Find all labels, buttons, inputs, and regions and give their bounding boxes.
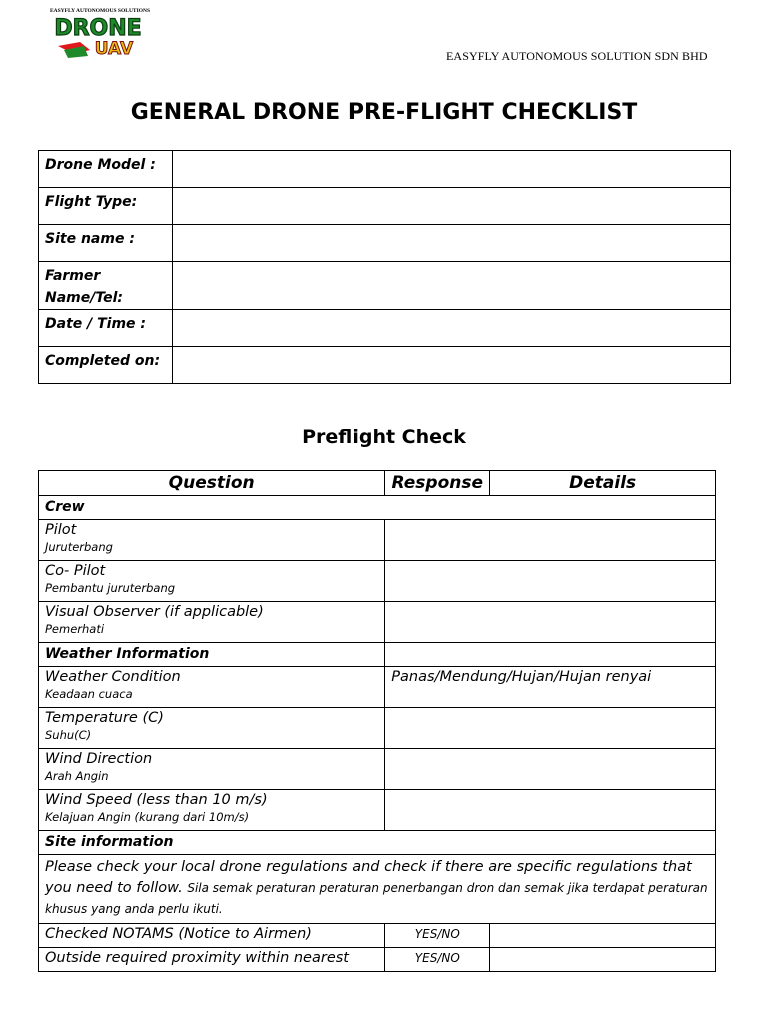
- question-pilot: Pilot Juruterbang: [39, 520, 385, 561]
- table-row: [39, 520, 716, 561]
- response-wind-direction[interactable]: [385, 749, 716, 790]
- company-logo: [50, 6, 150, 60]
- section-weather-blank: [385, 643, 716, 667]
- header-question: Question: [39, 471, 385, 496]
- section-row-site: [39, 831, 716, 855]
- table-row: [39, 749, 716, 790]
- info-label-flight-type: Flight Type:: [39, 188, 173, 225]
- details-notams[interactable]: [490, 924, 716, 948]
- table-row: [39, 948, 716, 972]
- response-notams[interactable]: YES/NO: [385, 924, 490, 948]
- logo-top-text: EASYFLY AUTONOMOUS SOLUTIONS: [50, 8, 150, 14]
- info-field-completed-on[interactable]: [173, 347, 731, 384]
- section-weather: Weather Information: [39, 643, 385, 667]
- header-details: Details: [490, 471, 716, 496]
- site-note: [39, 855, 716, 924]
- question-wind-speed: Wind Speed (less than 10 m/s) Kelajuan Angin (kurang dari 10m/s): [39, 790, 385, 831]
- logo-sub-text: UAV: [94, 39, 134, 59]
- section-row-crew: [39, 496, 716, 520]
- table-row: [39, 924, 716, 948]
- question-weather-condition: Weather Condition Keadaan cuaca: [39, 667, 385, 708]
- question-wind-direction: Wind Direction Arah Angin: [39, 749, 385, 790]
- info-label-farmer: Farmer Name/Tel:: [39, 262, 173, 310]
- question-temperature: Temperature (C) Suhu(C): [39, 708, 385, 749]
- response-proximity[interactable]: YES/NO: [385, 948, 490, 972]
- site-note-ms: Sila semak peraturan peraturan penerbangan dron dan semak jika terdapat peraturan khusus yang anda perlu ikuti.: [45, 881, 708, 916]
- site-note-en: Please check your local drone regulations and check if there are specific regulations that you need to follow.: [45, 859, 692, 896]
- flight-info-table: [38, 150, 731, 384]
- info-label-date-time: Date / Time :: [39, 310, 173, 347]
- info-field-site-name[interactable]: [173, 225, 731, 262]
- info-field-drone-model[interactable]: [173, 151, 731, 188]
- response-weather-condition[interactable]: Panas/Mendung/Hujan/Hujan renyai: [385, 667, 716, 708]
- question-proximity: Outside required proximity within nearest: [39, 948, 385, 972]
- response-observer[interactable]: [385, 602, 716, 643]
- preflight-table: [38, 470, 716, 972]
- info-field-flight-type[interactable]: [173, 188, 731, 225]
- table-row: [39, 602, 716, 643]
- info-field-date-time[interactable]: [173, 310, 731, 347]
- table-row: [39, 708, 716, 749]
- preflight-title: Preflight Check: [302, 426, 466, 448]
- info-label-completed-on: Completed on:: [39, 347, 173, 384]
- header-response: Response: [385, 471, 490, 496]
- response-temperature[interactable]: [385, 708, 716, 749]
- logo-main-text: DRONE: [54, 16, 142, 41]
- table-row: [39, 855, 716, 924]
- response-copilot[interactable]: [385, 561, 716, 602]
- table-row: [39, 667, 716, 708]
- info-field-farmer[interactable]: [173, 262, 731, 310]
- table-row: [39, 561, 716, 602]
- question-notams: Checked NOTAMS (Notice to Airmen): [39, 924, 385, 948]
- section-crew: Crew: [39, 496, 716, 520]
- section-row-weather: [39, 643, 716, 667]
- details-proximity[interactable]: [490, 948, 716, 972]
- response-wind-speed[interactable]: [385, 790, 716, 831]
- response-pilot[interactable]: [385, 520, 716, 561]
- table-row: [39, 790, 716, 831]
- info-label-site-name: Site name :: [39, 225, 173, 262]
- question-copilot: Co- Pilot Pembantu juruterbang: [39, 561, 385, 602]
- preflight-header-row: [39, 471, 716, 496]
- company-name: EASYFLY AUTONOMOUS SOLUTION SDN BHD: [446, 49, 708, 63]
- page-title: GENERAL DRONE PRE-FLIGHT CHECKLIST: [130, 100, 638, 125]
- question-observer: Visual Observer (if applicable) Pemerhati: [39, 602, 385, 643]
- info-label-drone-model: Drone Model :: [39, 151, 173, 188]
- section-site: Site information: [39, 831, 716, 855]
